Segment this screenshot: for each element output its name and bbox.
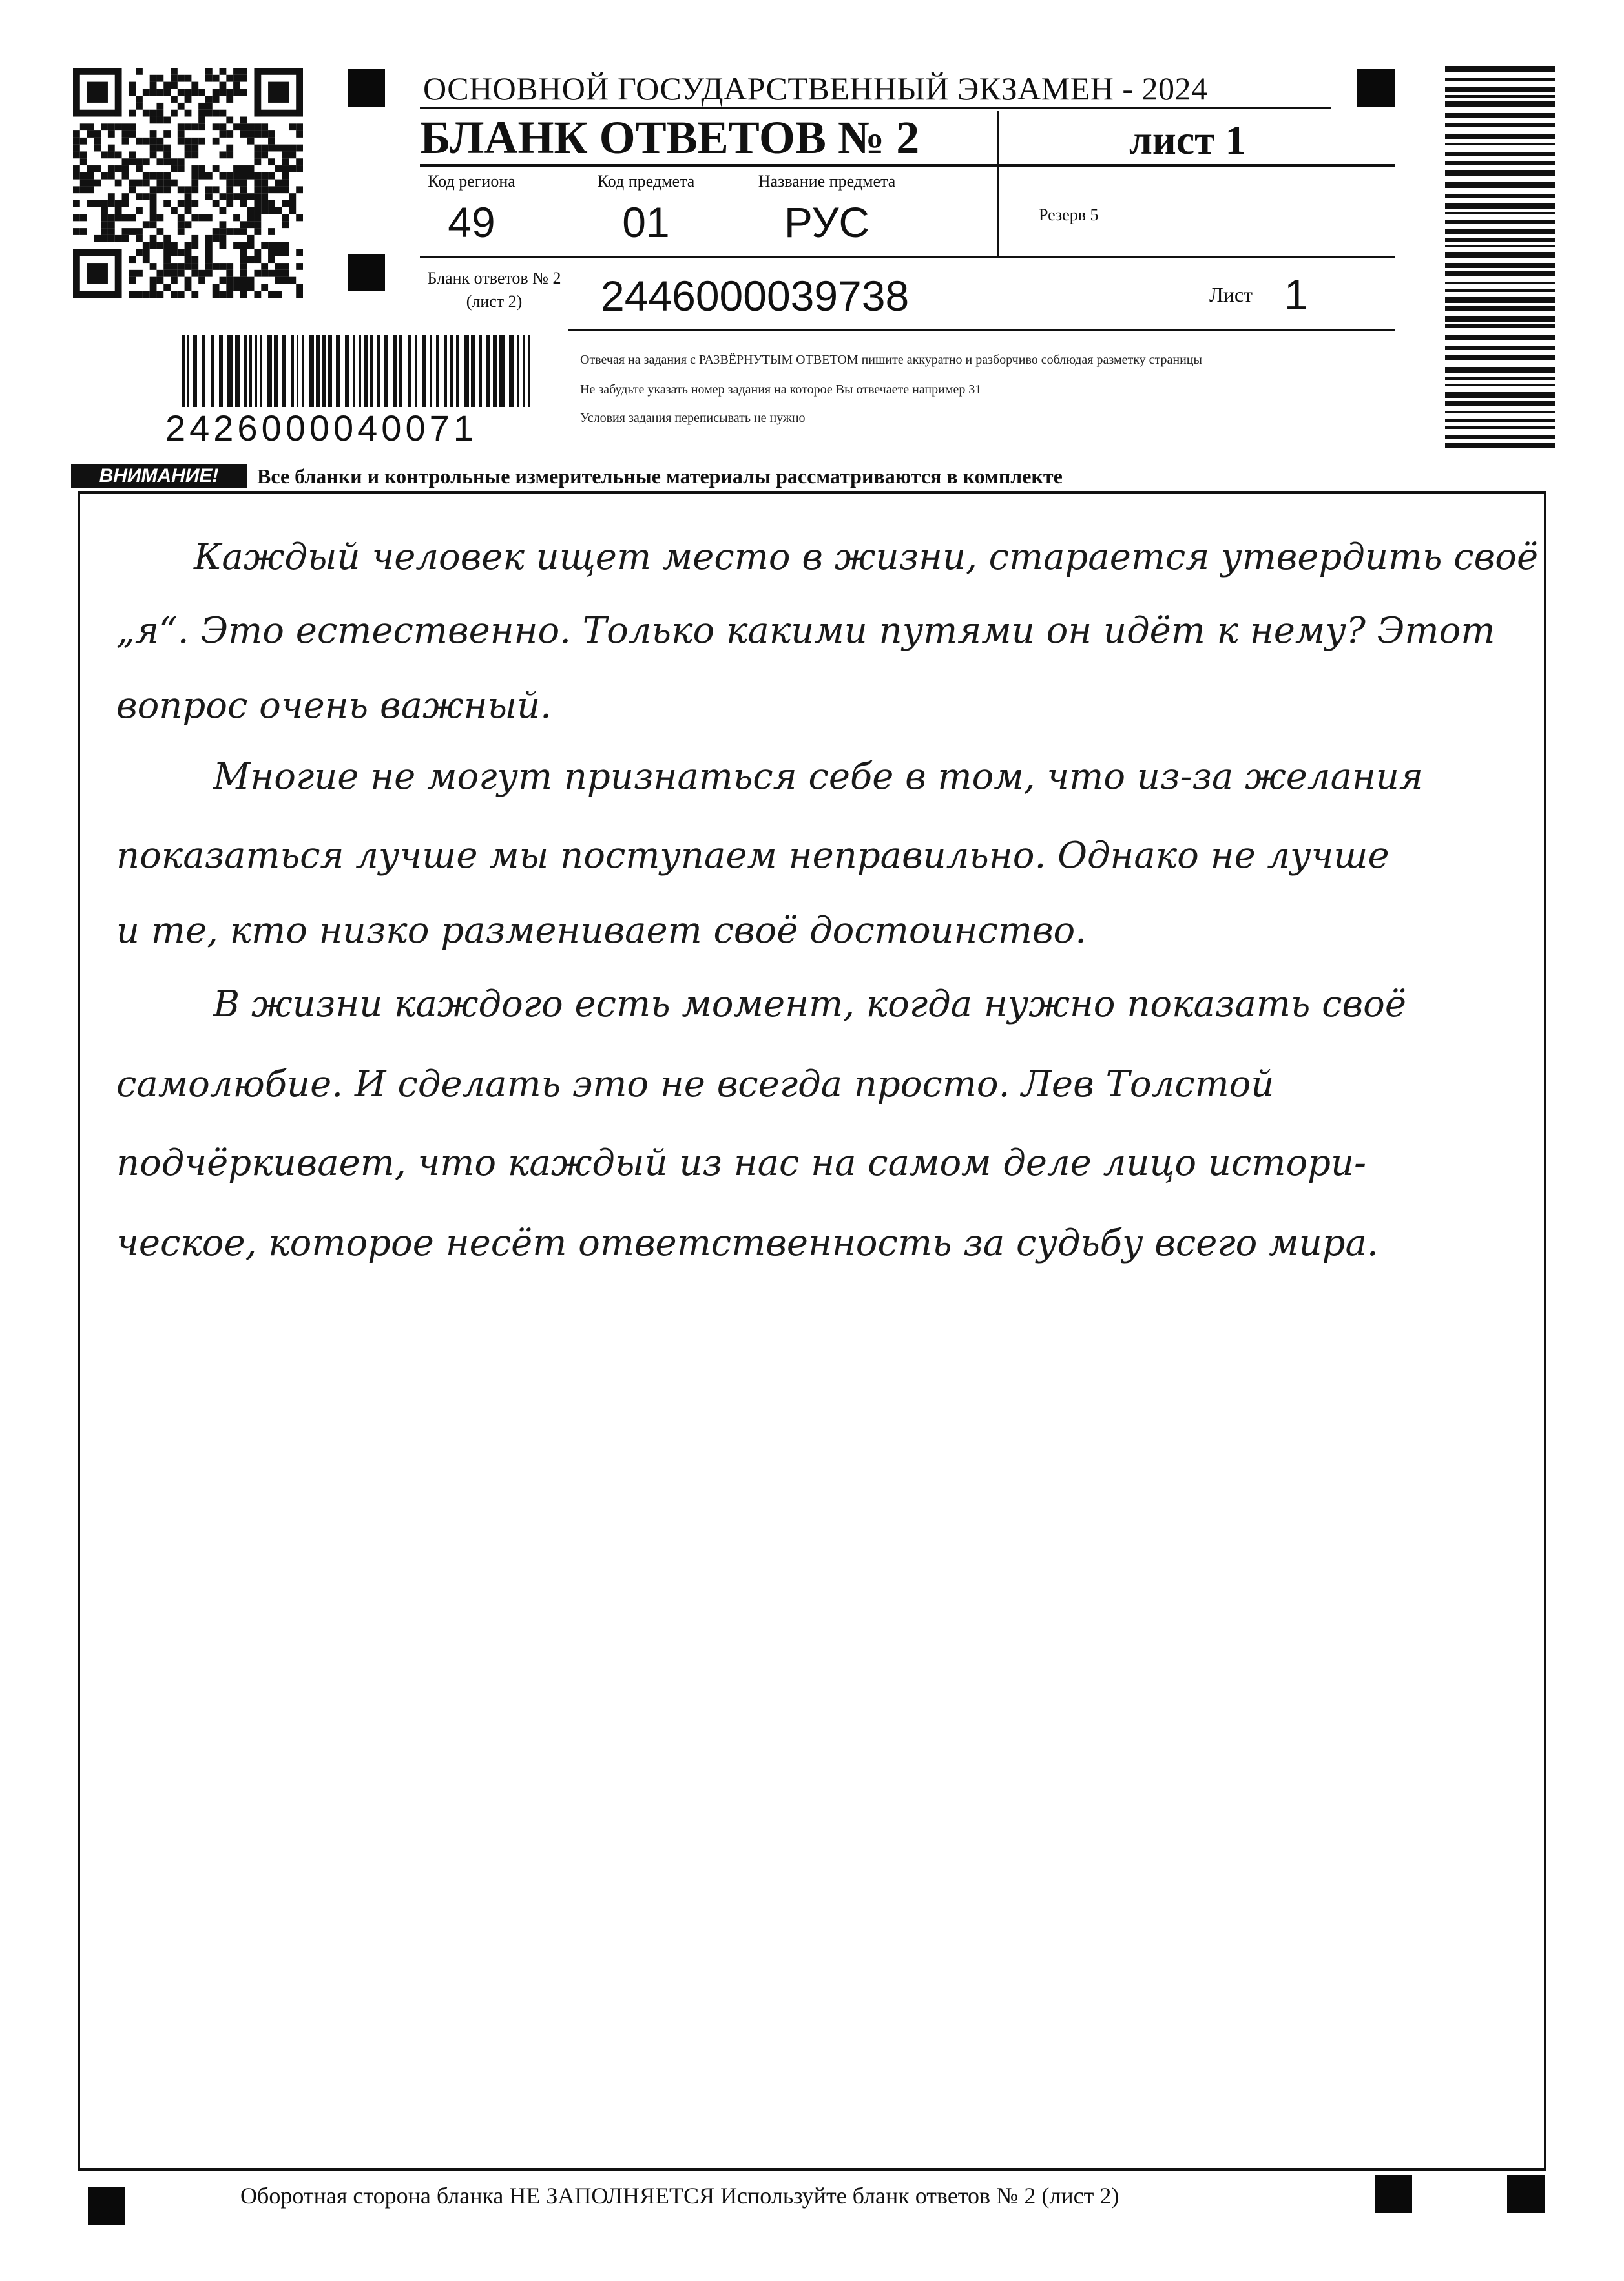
answer-line-10: ческое, которое несёт ответственность за судьбу всего мира. (116, 1222, 1379, 1264)
sheet-label: Лист (1209, 283, 1253, 306)
attention-text: Все бланки и контрольные измерительные материалы рассматриваются в комплекте (257, 464, 1063, 488)
form-ref-label-line2: (лист 2) (466, 292, 523, 311)
region-value: 49 (448, 198, 495, 246)
qr-code (73, 68, 303, 298)
registration-marker-bottom-mid (1375, 2175, 1412, 2213)
footer-note: Оборотная сторона бланка НЕ ЗАПОЛНЯЕТСЯ Используйте бланк ответов № 2 (лист 2) (240, 2183, 1119, 2209)
answer-line-1: Каждый человек ищет место в жизни, старается утвердить своё (194, 536, 1539, 578)
attention-badge (71, 464, 247, 488)
answer-line-9: подчёркивает, что каждый из нас на самом деле лицо истори- (116, 1142, 1367, 1184)
answer-line-4: Многие не могут признаться себе в том, что из-за желания (213, 756, 1423, 798)
subject-code-value: 01 (622, 198, 670, 246)
answer-line-2: „я“. Это естественно. Только какими путями он идёт к нему? Этот (116, 610, 1495, 652)
registration-marker-mid-left (348, 254, 385, 291)
sheet-title: лист 1 (1129, 117, 1246, 163)
subject-name-label: Название предмета (758, 172, 896, 191)
instruction-line-2: Не забудьте указать номер задания на которое Вы отвечаете например 31 (580, 382, 982, 397)
region-label: Код региона (428, 172, 515, 191)
subject-name-value: РУС (784, 198, 870, 246)
form-ref-label-line1: Бланк ответов № 2 (427, 269, 561, 287)
form-title: БЛАНК ОТВЕТОВ № 2 (420, 112, 920, 163)
answer-line-3: вопрос очень важный. (116, 685, 552, 727)
answer-line-6: и те, кто низко разменивает своё достоинство. (116, 910, 1087, 952)
barcode-number: 2426000040071 (165, 408, 477, 448)
instruction-line-3: Условия задания переписывать не нужно (580, 411, 806, 425)
attention-badge-text: ВНИМАНИЕ! (99, 465, 219, 486)
answer-area[interactable] (78, 491, 1546, 2171)
answer-line-7: В жизни каждого есть момент, когда нужно показать своё (213, 983, 1406, 1025)
barcode (182, 335, 531, 419)
registration-marker-top-left (348, 69, 385, 107)
registration-marker-top-right (1357, 69, 1395, 107)
instruction-line-1: Отвечая на задания с РАЗВЁРНУТЫМ ОТВЕТОМ пишите аккуратно и разборчиво соблюдая разметку страницы (580, 353, 1202, 367)
answer-line-8: самолюбие. И сделать это не всегда просто. Лев Толстой (116, 1063, 1275, 1105)
reserve-label: Резерв 5 (1039, 205, 1099, 224)
registration-marker-bottom-left (88, 2187, 125, 2225)
side-barcode (1445, 66, 1555, 448)
form-number: 2446000039738 (601, 272, 910, 320)
answer-line-5: показаться лучше мы поступаем неправильно. Однако не лучше (116, 835, 1390, 877)
subject-code-label: Код предмета (597, 172, 695, 191)
registration-marker-bottom-right (1507, 2175, 1545, 2213)
exam-title: ОСНОВНОЙ ГОСУДАРСТВЕННЫЙ ЭКЗАМЕН - 2024 (423, 70, 1208, 107)
sheet-value: 1 (1284, 271, 1308, 318)
